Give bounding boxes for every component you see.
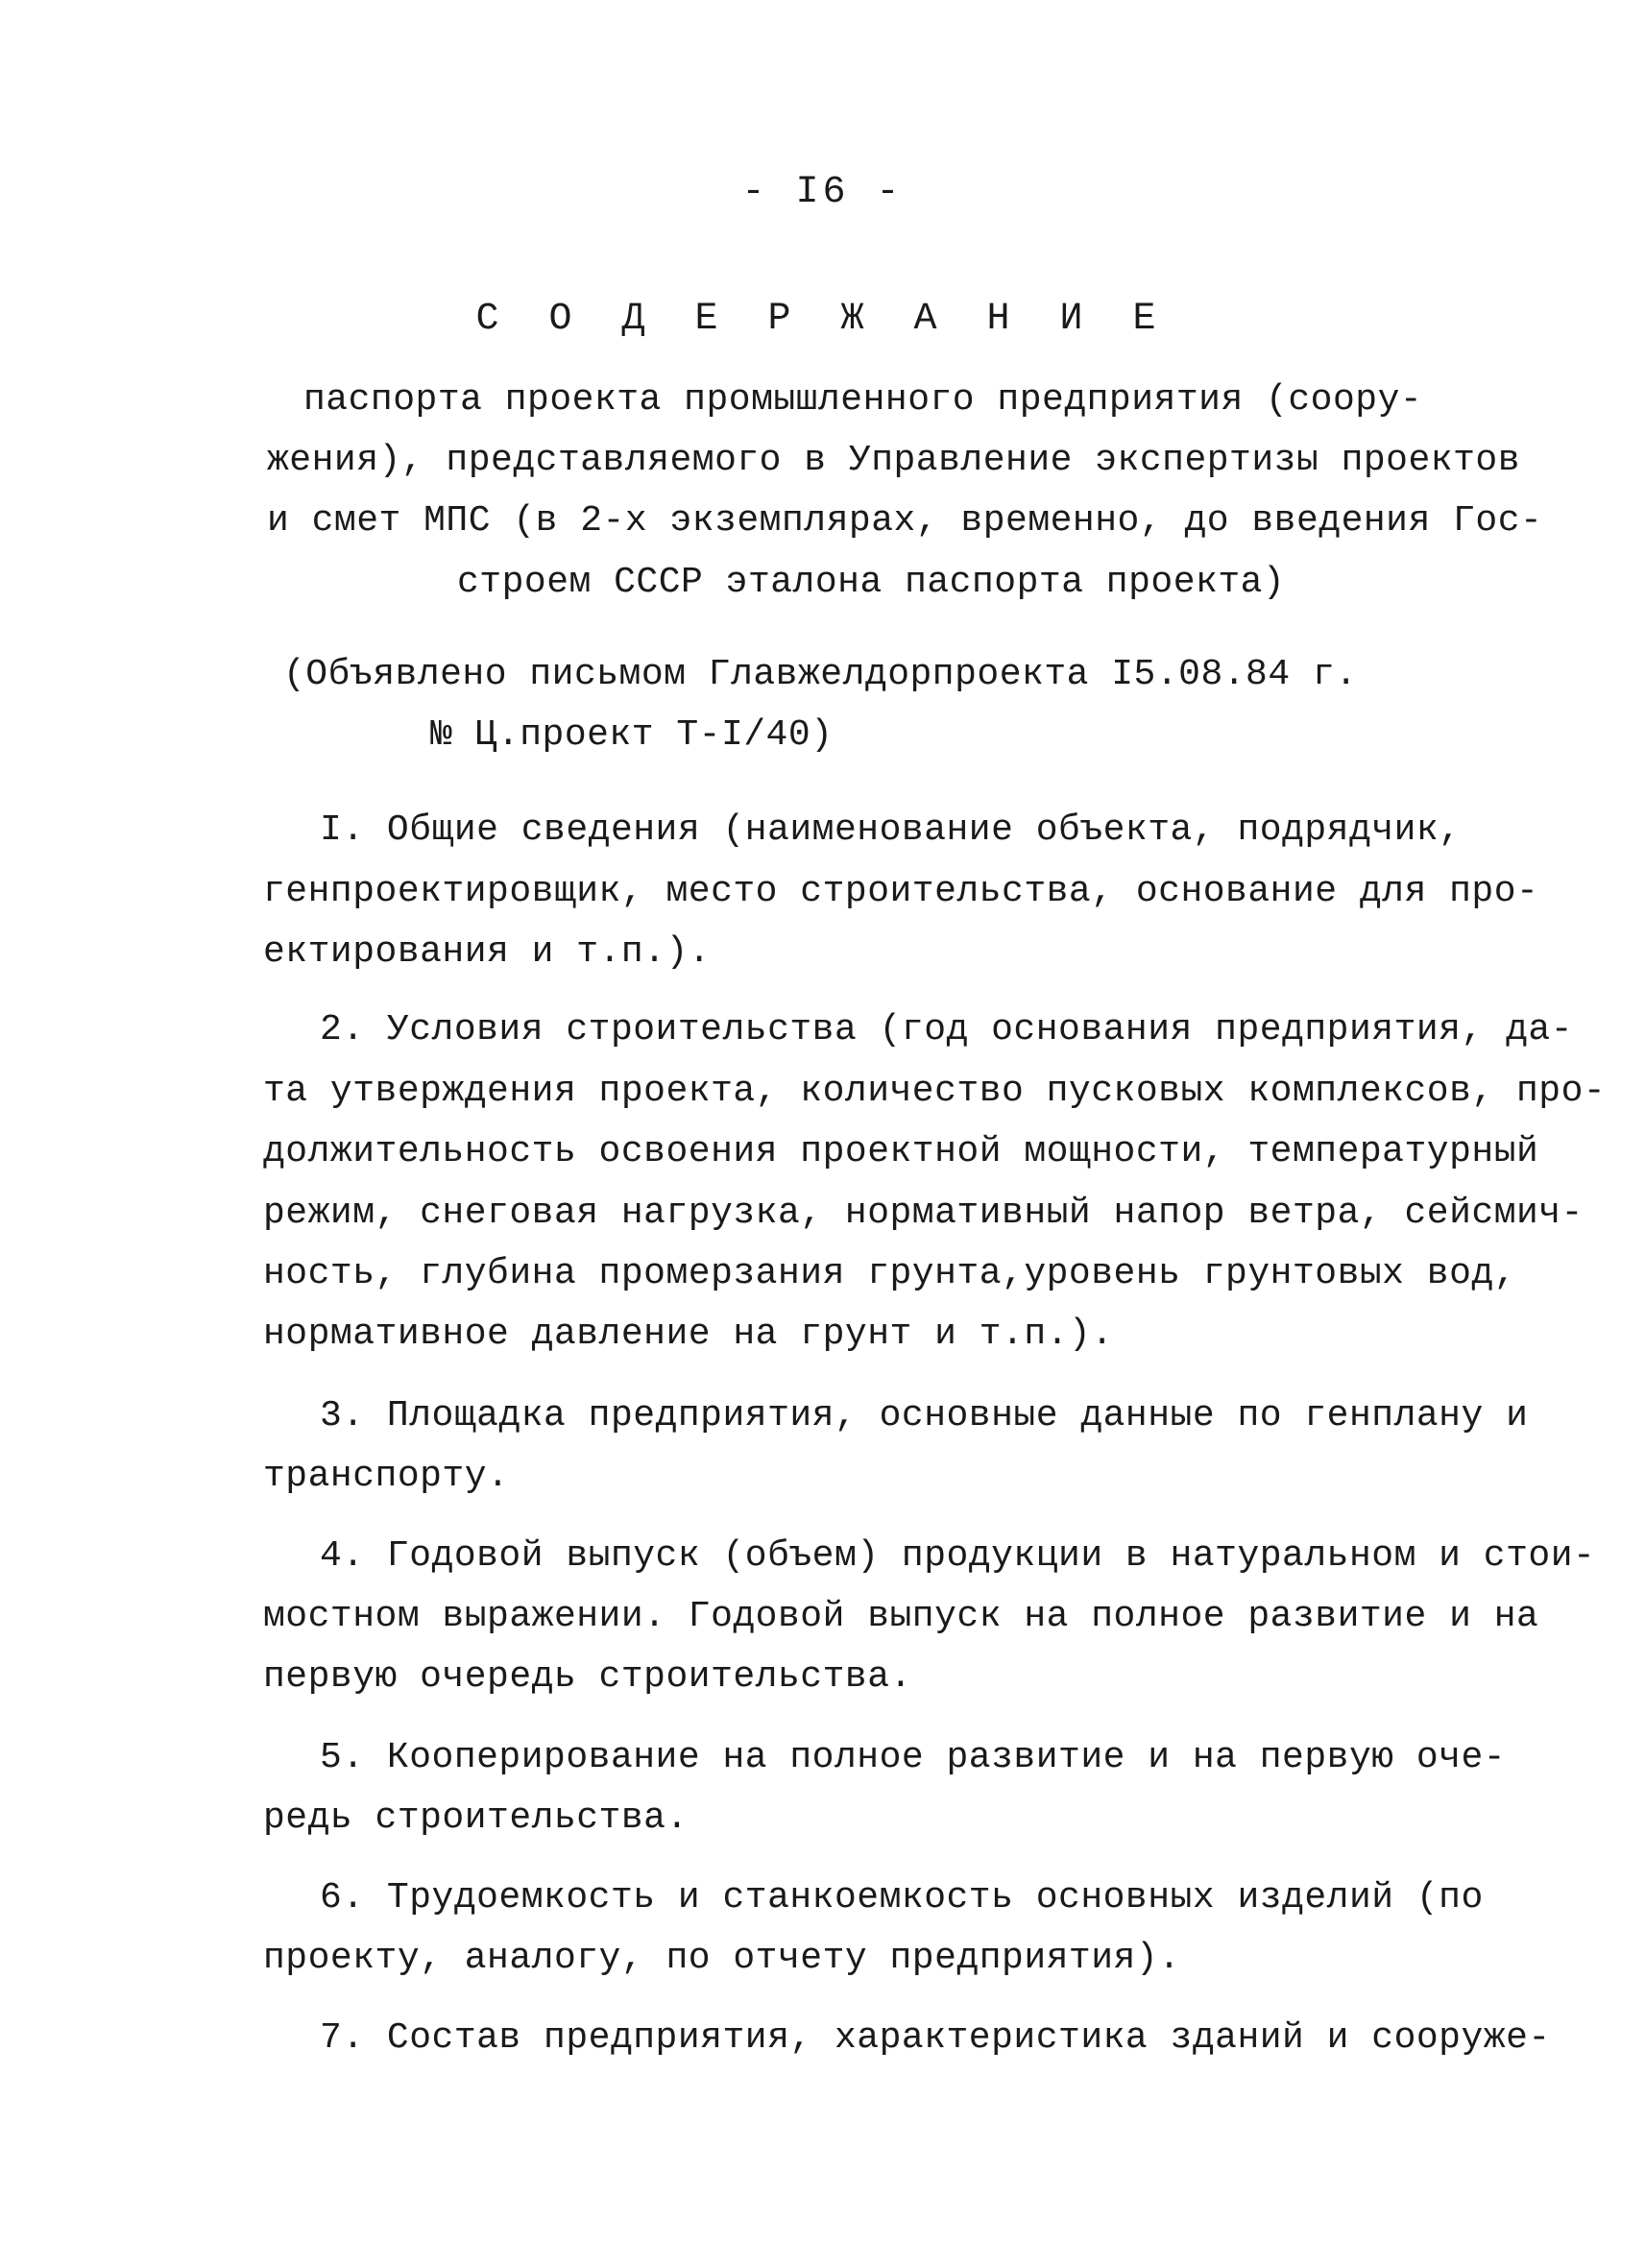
list-item-line: должительность освоения проектной мощности, температурный	[263, 1131, 1539, 1172]
subtitle-line: строем СССР эталона паспорта проекта)	[457, 562, 1286, 603]
list-item-line: нормативное давление на грунт и т.п.).	[263, 1314, 1114, 1355]
list-item-line: та утверждения проекта, количество пусковых комплексов, про-	[263, 1071, 1607, 1112]
list-item-line: 6. Трудоемкость и станкоемкость основных изделий (по	[320, 1877, 1484, 1918]
subtitle-line: и смет МПС (в 2-х экземплярах, временно, до введения Гос-	[267, 500, 1543, 542]
list-item-line: 3. Площадка предприятия, основные данные по генплану и	[320, 1395, 1529, 1436]
list-item-line: ектирования и т.п.).	[263, 931, 712, 973]
list-item-line: режим, снеговая нагрузка, нормативный напор ветра, сейсмич-	[263, 1193, 1584, 1234]
announcement-line: (Объявлено письмом Главжелдорпроекта I5.08.84 г.	[283, 654, 1358, 695]
list-item-line: ность, глубина промерзания грунта,уровень грунтовых вод,	[263, 1253, 1517, 1294]
list-item-line: мостном выражении. Годовой выпуск на полное развитие и на	[263, 1596, 1539, 1637]
list-item-line: первую очередь строительства.	[263, 1656, 912, 1698]
list-item-line: 7. Состав предприятия, характеристика зданий и сооруже-	[320, 2017, 1551, 2059]
page-number: - I6 -	[741, 171, 904, 214]
document-title: С О Д Е Р Ж А Н И Е	[475, 298, 1170, 341]
list-item-line: транспорту.	[263, 1456, 510, 1497]
list-item-line: редь строительства.	[263, 1798, 689, 1839]
list-item-line: генпроектировщик, место строительства, основание для про-	[263, 871, 1539, 912]
list-item-line: проекту, аналогу, по отчету предприятия).	[263, 1938, 1181, 1979]
announcement-line: № Ц.проект Т-I/40)	[430, 714, 834, 756]
subtitle-line: жения), представляемого в Управление экспертизы проектов	[267, 440, 1521, 481]
list-item-line: 2. Условия строительства (год основания предприятия, да-	[320, 1009, 1574, 1050]
list-item-line: I. Общие сведения (наименование объекта, подрядчик,	[320, 809, 1462, 851]
subtitle-line: паспорта проекта промышленного предприятия (соору-	[303, 379, 1423, 421]
list-item-line: 5. Кооперирование на полное развитие и на первую оче-	[320, 1737, 1507, 1778]
list-item-line: 4. Годовой выпуск (объем) продукции в натуральном и стои-	[320, 1535, 1596, 1577]
